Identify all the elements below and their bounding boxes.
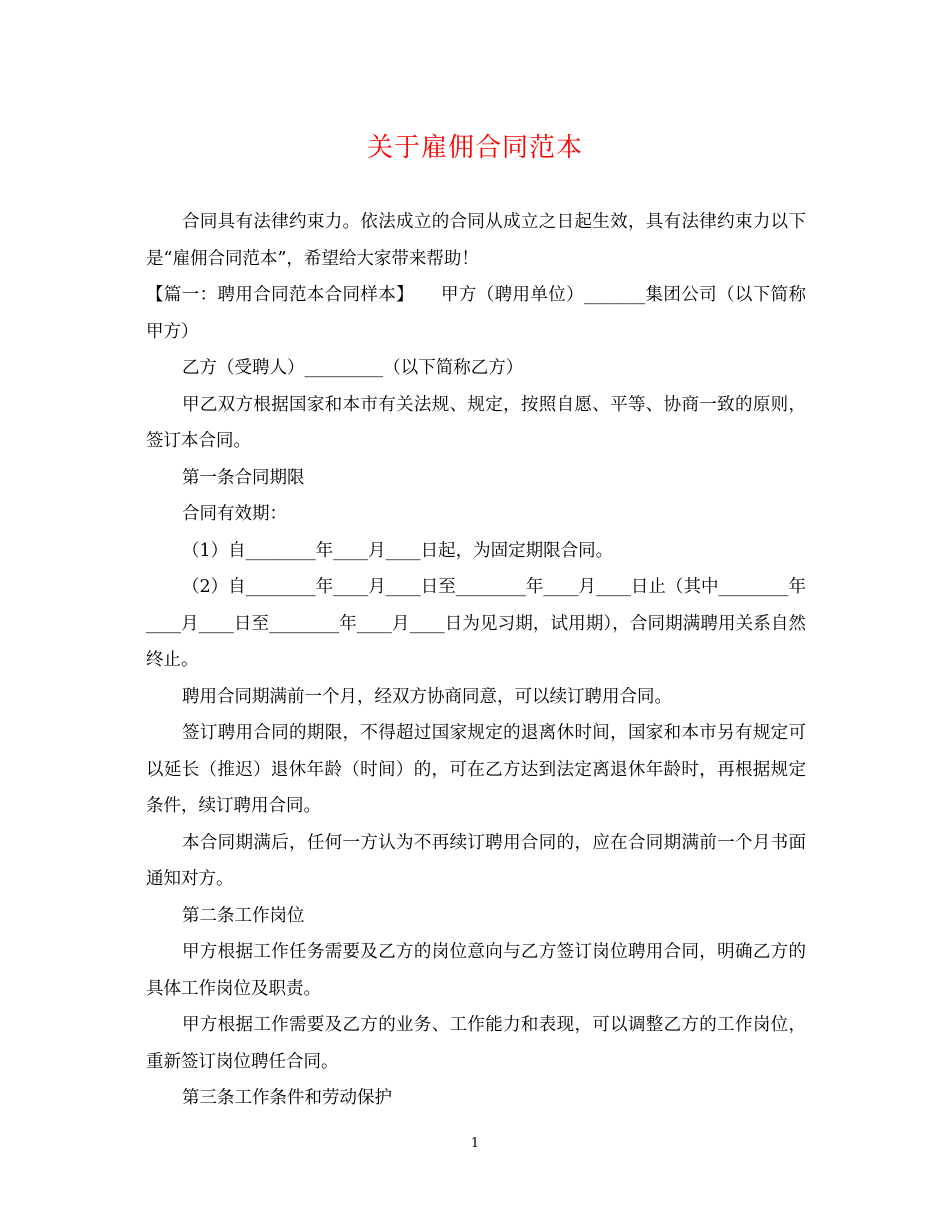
- paragraph-term-limit: 签订聘用合同的期限，不得超过国家规定的退离休时间，国家和本市另有规定可以延长（推迟）退休年龄（时间）的，可在乙方达到法定离退休年龄时，再根据规定条件，续订聘用合同。: [146, 723, 806, 816]
- heading-article-two: 第二条工作岗位: [182, 905, 305, 926]
- paragraph-expiry-notice: 本合同期满后，任何一方认为不再续订聘用合同的，应在合同期满前一个月书面通知对方。: [146, 832, 806, 889]
- document-title: 关于雇佣合同范本: [366, 133, 583, 163]
- heading-article-one: 第一条合同期限: [182, 467, 305, 488]
- paragraph-validity: 合同有效期：: [182, 504, 287, 524]
- paragraph-term-range: （2）自________年____月____日至________年____月____日止（其中________年____月____日至________年____月____日为见习期，试用期），合同期满聘用关系自然终止。: [146, 577, 806, 670]
- page-number: 1: [470, 1136, 480, 1151]
- paragraph-party-b: 乙方（受聘人）_________（以下简称乙方）: [182, 358, 524, 378]
- paragraph-term-fixed: （1）自________年____月____日起，为固定期限合同。: [182, 540, 614, 561]
- paragraph-intro: 合同具有法律约束力。依法成立的合同从成立之日起生效，具有法律约束力以下是“雇佣合同范本”，希望给大家带来帮助！: [146, 212, 806, 269]
- paragraph-chapter-one-party-a: 【篇一：聘用合同范本合同样本】 甲方（聘用单位）_______集团公司（以下简称甲方）: [146, 285, 806, 342]
- paragraph-principles: 甲乙双方根据国家和本市有关法规、规定，按照自愿、平等、协商一致的原则，签订本合同。: [146, 394, 806, 451]
- document-body: [146, 204, 806, 1117]
- paragraph-position-adjust: 甲方根据工作需要及乙方的业务、工作能力和表现，可以调整乙方的工作岗位，重新签订岗位聘任合同。: [146, 1015, 806, 1072]
- paragraph-position-contract: 甲方根据工作任务需要及乙方的岗位意向与乙方签订岗位聘用合同，明确乙方的具体工作岗位及职责。: [146, 942, 806, 999]
- paragraph-renewal: 聘用合同期满前一个月，经双方协商同意，可以续订聘用合同。: [182, 686, 672, 707]
- heading-article-three: 第三条工作条件和劳动保护: [182, 1088, 392, 1108]
